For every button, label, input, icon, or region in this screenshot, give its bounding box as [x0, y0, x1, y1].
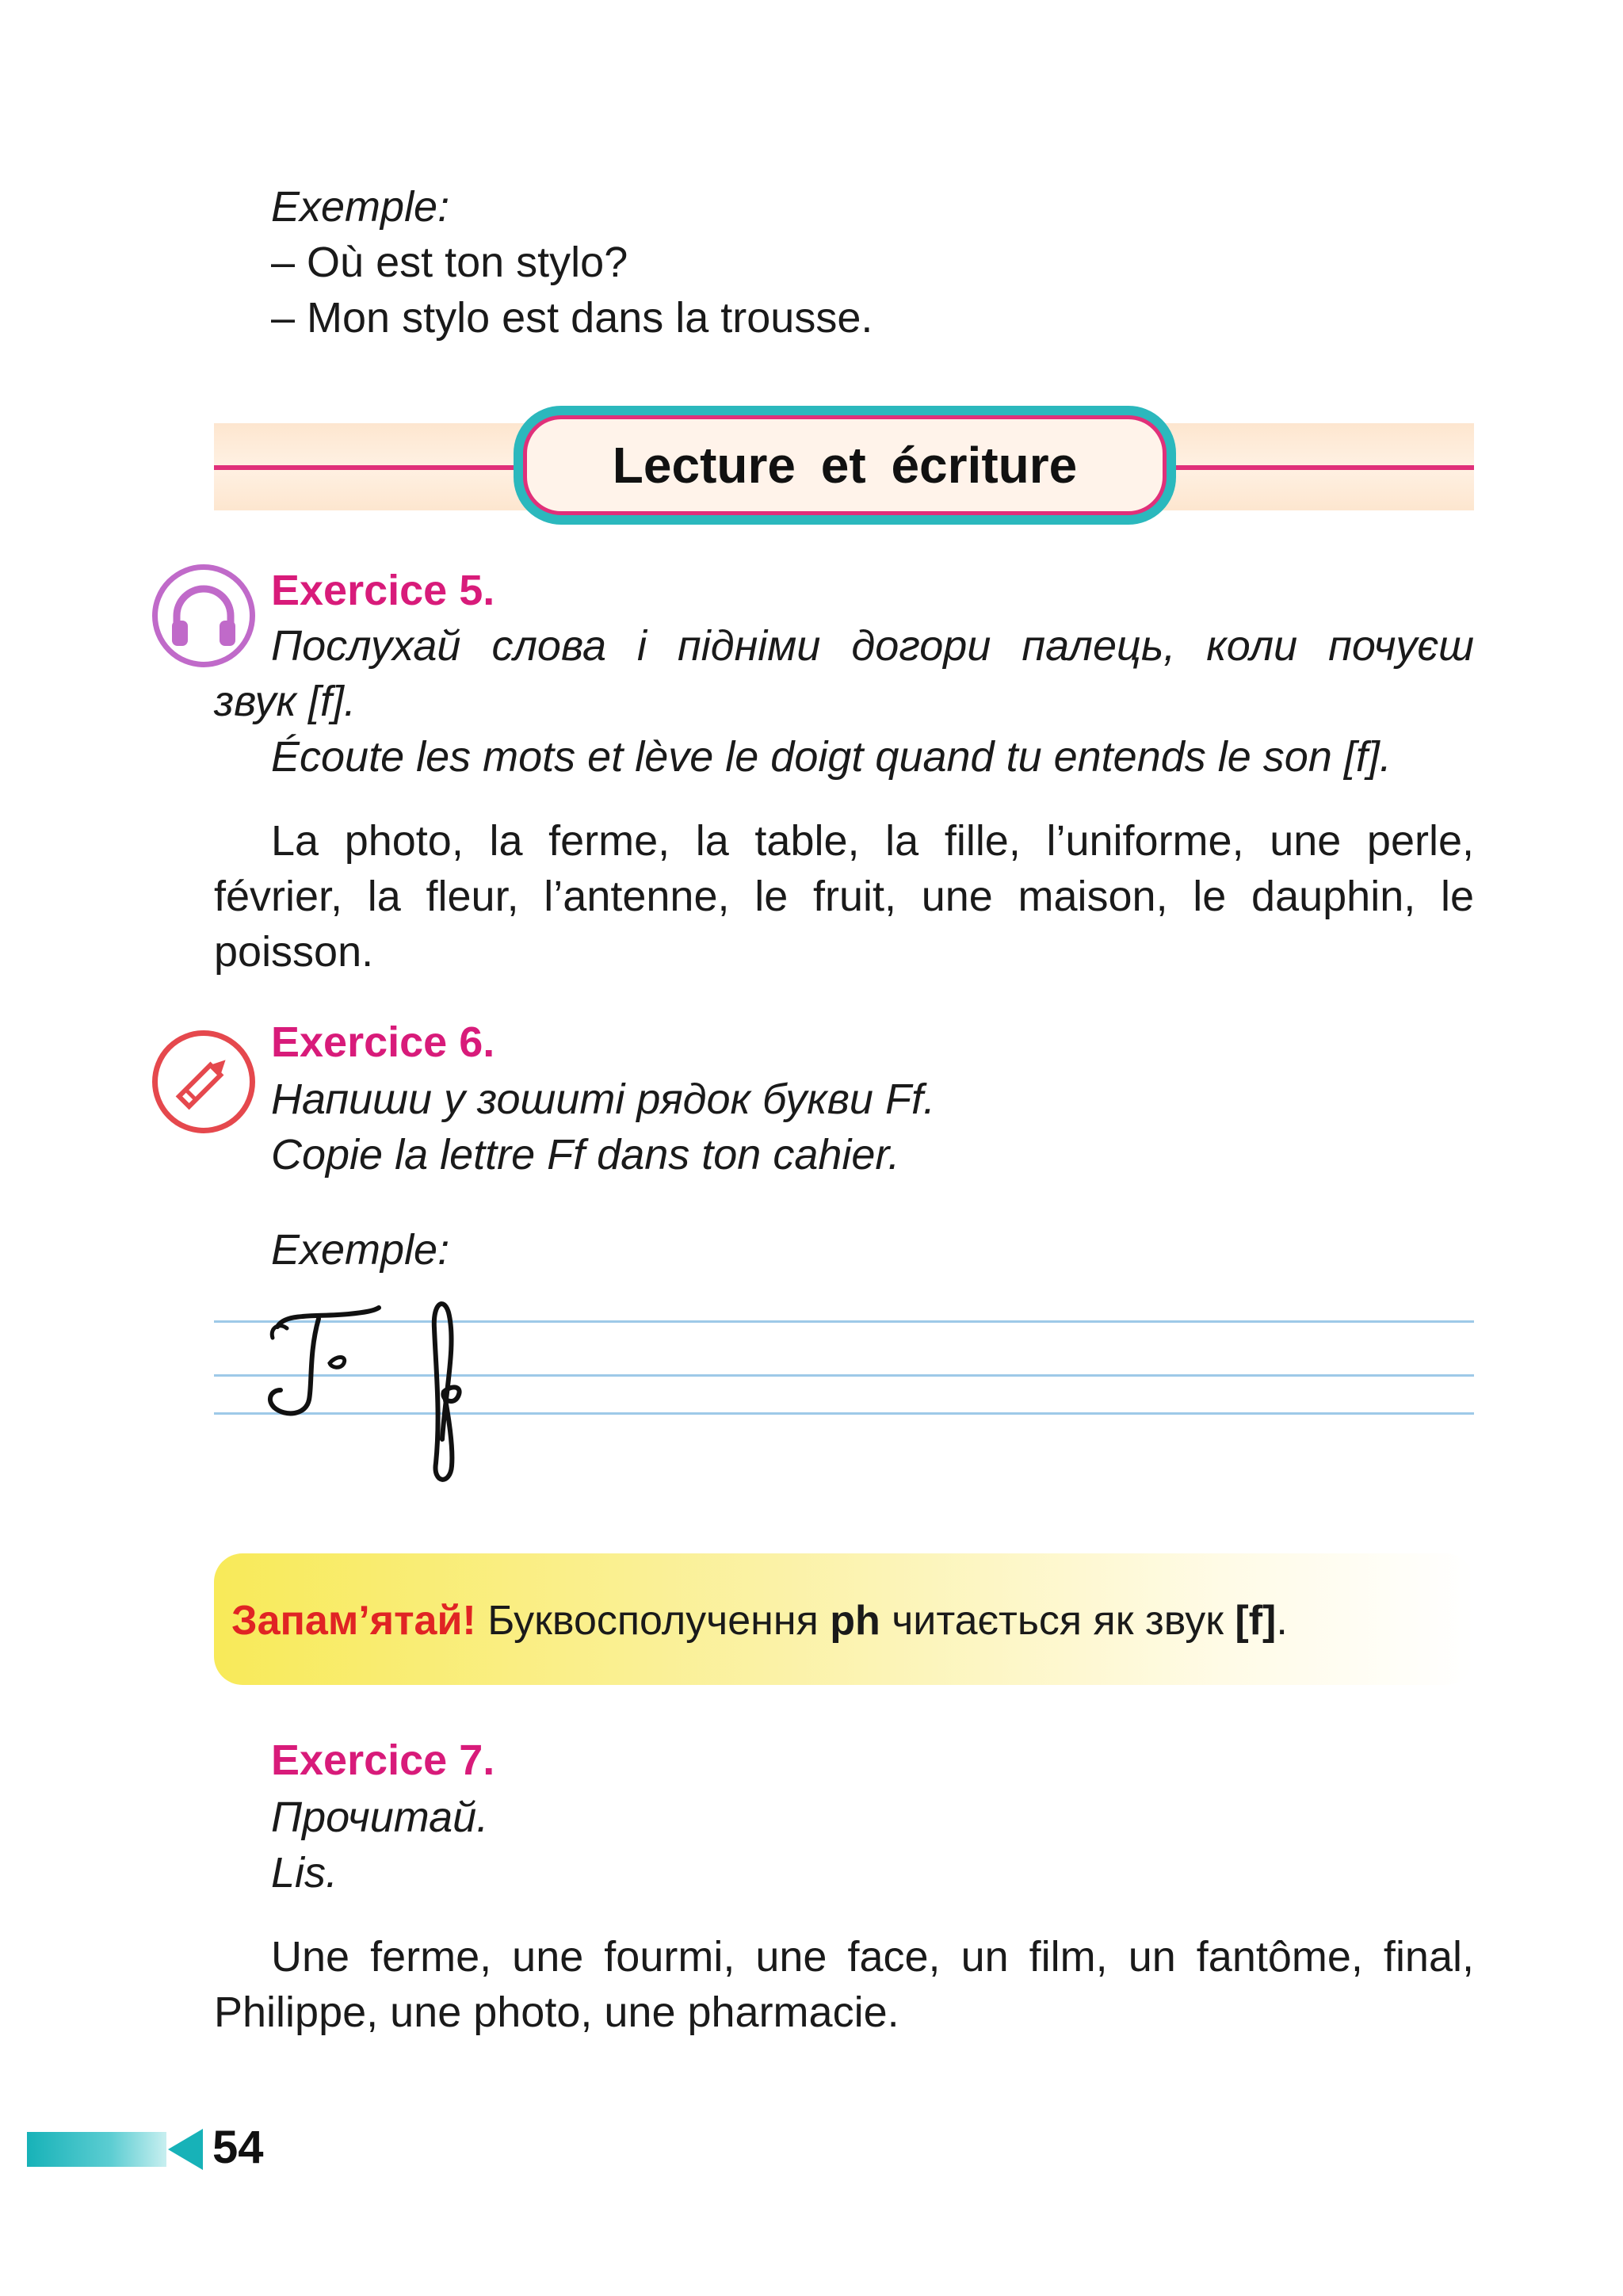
remember-f-sound: [f] [1235, 1598, 1277, 1644]
exercise-6-instruction-uk: Напиши у зошиті рядок букви Ff. [271, 1075, 935, 1123]
banner-line-right [1168, 465, 1474, 470]
exercise-5-instruction-uk-2: звук [f]. [214, 678, 357, 725]
headphones-icon [152, 564, 255, 667]
exercise-6-title: Exercice 6. [271, 1018, 495, 1066]
page-number-arrow-icon [168, 2129, 203, 2170]
section-title: Lecture et écriture [523, 415, 1167, 515]
exercise-7-title: Exercice 7. [271, 1736, 495, 1784]
cursive-small-f [412, 1297, 475, 1495]
exercise-5-title: Exercice 5. [271, 567, 495, 614]
exercise-5-instruction-fr: Écoute les mots et lève le doigt quand tu entends le son [f]. [271, 733, 1392, 781]
writing-line-middle [214, 1374, 1474, 1377]
remember-text-b: читається як звук [880, 1598, 1235, 1644]
intro-example-label: Exemple: [271, 183, 450, 231]
exercise-6-instruction-fr: Copie la lettre Ff dans ton cahier. [271, 1131, 900, 1179]
pencil-icon [152, 1030, 255, 1133]
writing-line-bottom [214, 1412, 1474, 1415]
section-banner [514, 406, 1176, 525]
cursive-capital-f [254, 1297, 388, 1431]
exercise-5-words: La photo, la ferme, la table, la fille, l’uniforme, une perle, février, la fleur, l’antenne, le fruit, une maison, le dauphin, le poisson. [214, 817, 1474, 976]
writing-line-top [214, 1320, 1474, 1323]
remember-ph: ph [830, 1598, 880, 1644]
exercise-6-example-label: Exemple: [271, 1226, 450, 1274]
exercise-7-words: Une ferme, une fourmi, une face, un film, un fantôme, final, Philippe, une photo, une pharmacie. [214, 1933, 1474, 2036]
banner-line-left [214, 465, 523, 470]
exercise-7-instruction-uk: Прочитай. [271, 1794, 489, 1841]
page-number-bar [27, 2132, 166, 2167]
exercise-7-instruction-fr: Lis. [271, 1849, 338, 1897]
exercise-5-instruction-uk-1: Послухай слова і підніми догори палець, коли почуєш [271, 622, 1474, 670]
remember-label: Запам’ятай! [231, 1598, 476, 1644]
intro-line-2: – Mon stylo est dans la trousse. [271, 294, 873, 342]
remember-text-a: Буквосполучення [475, 1598, 831, 1644]
remember-text-c: . [1276, 1598, 1288, 1644]
page-number: 54 [212, 2122, 264, 2173]
remember-text [231, 1593, 1288, 1648]
intro-line-1: – Où est ton stylo? [271, 239, 628, 286]
